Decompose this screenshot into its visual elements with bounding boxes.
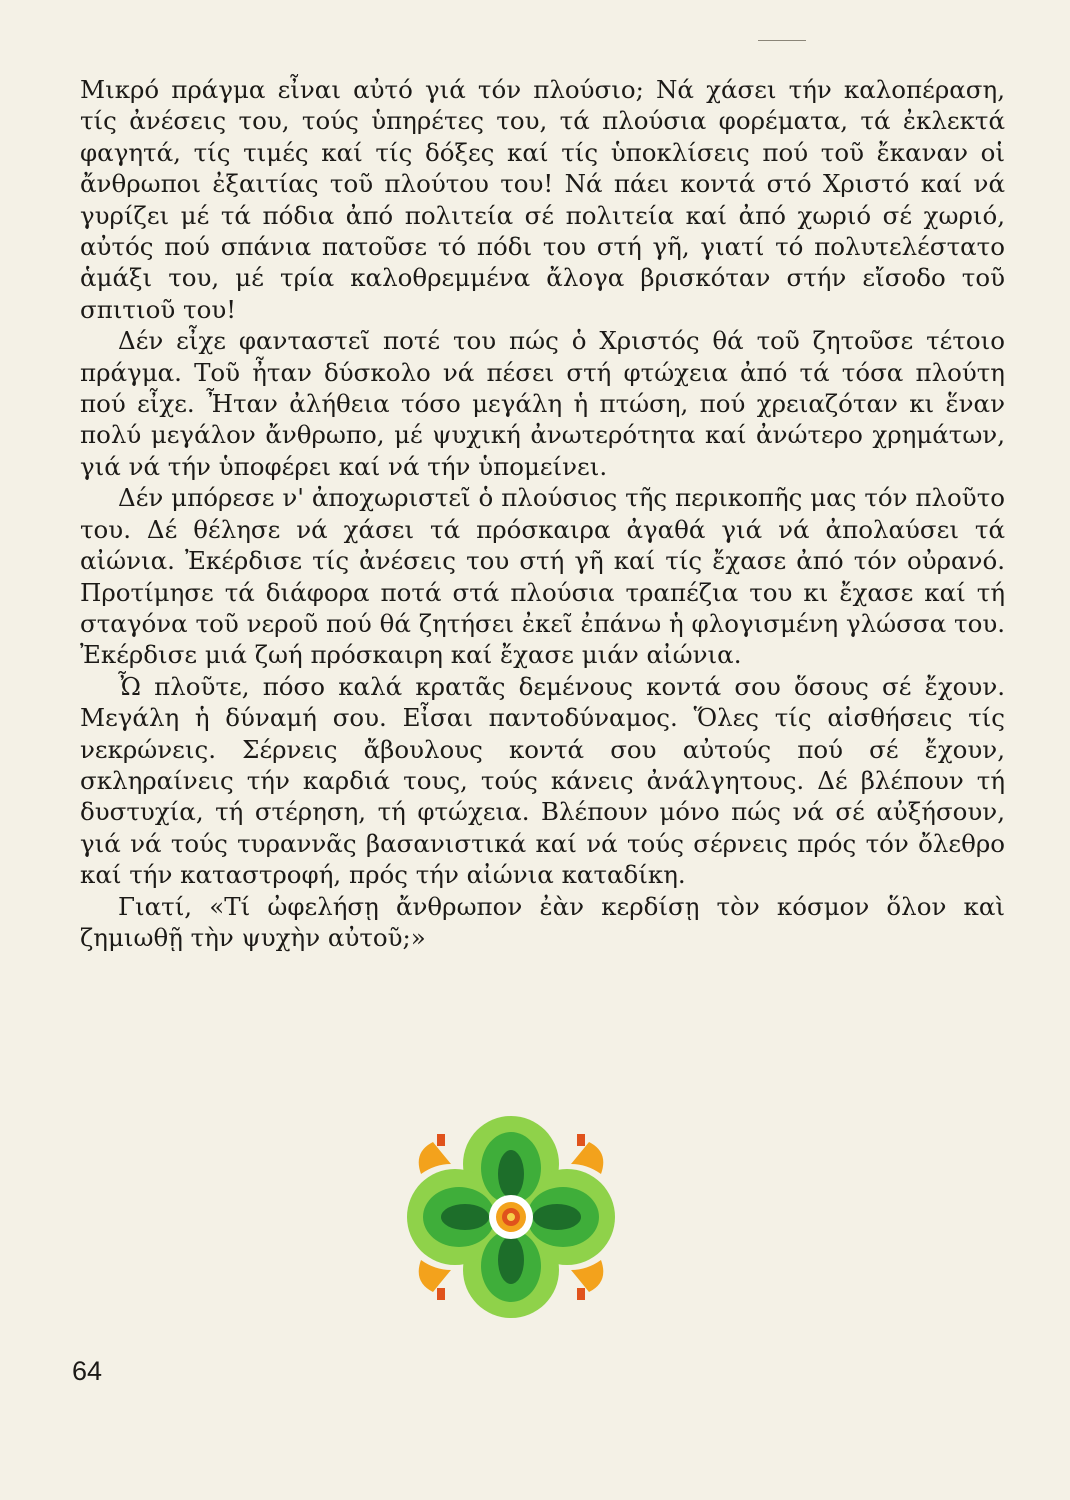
paragraph-3: Δέν μπόρεσε ν' ἀποχωριστεῖ ὁ πλούσιος τῆς περικοπῆς μας τόν πλοῦτο του. Δέ θέλησε νά χάσει τά πρόσκαιρα ἀγαθά γιά νά ἀπολαύσει τά αἰώνια. Ἐκέρδισε τίς ἀνέσεις του στή γῆ καί τίς ἔχασε ἀπό τόν οὐρανό. Προτίμησε τά διάφορα ποτά στά πλούσια τραπέζια του κι ἔχασε καί τή σταγόνα τοῦ νεροῦ πού θά ζητήσει ἐκεῖ ἐπάνω ἡ φλογισμένη γλώσσα του. Ἐκέρδισε μιά ζωή πρόσκαιρη καί ἔχασε μιάν αἰώνια. [80,483,1005,670]
header-rule [758,40,806,41]
paragraph-4: Ὦ πλοῦτε, πόσο καλά κρατᾶς δεμένους κοντά σου ὅσους σέ ἔχουν. Μεγάλη ἡ δύναμή σου. Εἶσαι παντοδύναμος. Ὅλες τίς αἰσθήσεις τίς νεκρώνεις. Σέρνεις ἄβουλους κοντά σου αὐτούς πού σέ ἔχουν, σκληραίνεις τήν καρδιά τους, τούς κάνεις ἀνάλγητους. Δέ βλέπουν τή δυστυχία, τή στέρηση, τή φτώχεια. Βλέπουν μόνο πώς νά σέ αὐξήσουν, γιά νά τούς τυραννᾶς βασανιστικά καί νά τούς σέρνεις πρός τόν ὄλεθρο καί τήν καταστροφή, πρός τήν αἰώνια καταδίκη. [80,671,1005,890]
paragraph-1: Μικρό πράγμα εἶναι αὐτό γιά τόν πλούσιο; Νά χάσει τήν καλοπέραση, τίς ἀνέσεις του, τούς ὑπηρέτες του, τά πλούσια φορέματα, τά ἐκλεκτά φαγητά, τίς τιμές καί τίς δόξες καί τίς ὑποκλίσεις πού τοῦ ἔκαναν οἱ ἄνθρωποι ἐξαιτίας τοῦ πλούτου του! Νά πάει κοντά στό Χριστό καί νά γυρίζει μέ τά πόδια ἀπό πολιτεία σέ πολιτεία καί ἀπό χωριό σέ χωριό, αὐτός πού σπάνια πατοῦσε τό πόδι του στή γῆ, γιατί τό πολυτελέστατο ἁμάξι του, μέ τρία καλοθρεμμένα ἄλογα βρισκόταν στήν εἴσοδο τοῦ σπιτιοῦ του! [80,75,1005,324]
ornament-center [489,1195,533,1239]
paragraph-2: Δέν εἶχε φανταστεῖ ποτέ του πώς ὁ Χριστός θά τοῦ ζητοῦσε τέτοιο πράγμα. Τοῦ ἦταν δύσκολο νά πέσει στή φτώχεια ἀπό τά τόσα πλούτη πού εἶχε. Ἦταν ἀλήθεια τόσο μεγάλη ἡ πτώση, πού χρειαζόταν κι ἕναν πολύ μεγάλον ἄνθρωπο, μέ ψυχική ἀνωτερότητα καί ἀνώτερο χρημάτων, γιά νά τήν ὑποφέρει καί νά τήν ὑπομείνει. [80,326,1005,481]
body-text [80,74,1005,953]
page-number: 64 [72,1356,103,1386]
clover-ornament [393,1112,629,1322]
paragraph-5: Γιατί, «Τί ὠφελήσῃ ἄνθρωπον ἐὰν κερδίσῃ τὸν κόσμον ὅλον καὶ ζημιωθῇ τὴν ψυχὴν αὐτοῦ;» [80,891,1005,952]
